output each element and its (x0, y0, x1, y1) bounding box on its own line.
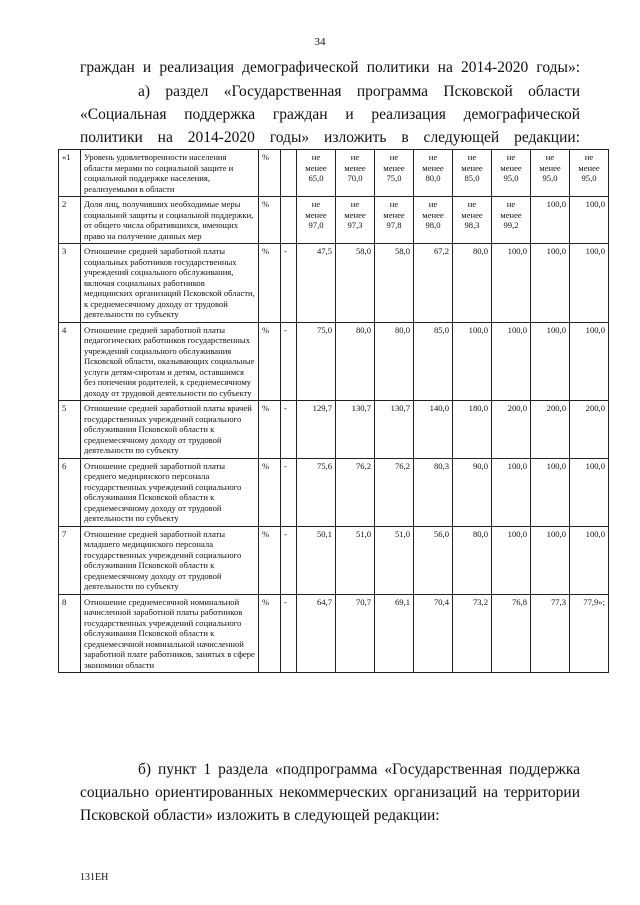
year-value-cell: 90,0 (453, 458, 492, 526)
year-value-cell: не менее 97,8 (375, 197, 414, 244)
indicator-description: Отношение среднемесячной номинальной начисленной заработной платы работников государственных учреждений социального обслуживания Псковской области к среднемесячной номинальной начисленной заработной плате работников, занятых в сфере экономики области (81, 594, 259, 673)
unit-cell: % (259, 401, 281, 459)
year-value-cell: 80,0 (336, 322, 375, 401)
year-value-cell: 69,1 (375, 594, 414, 673)
year-value-cell: 100,0 (570, 458, 609, 526)
year-value-cell: 130,7 (336, 401, 375, 459)
paragraph-b (80, 758, 580, 827)
year-value-cell: 100,0 (531, 244, 570, 323)
year-value-cell: не менее 99,2 (492, 197, 531, 244)
indicators-table (58, 149, 609, 673)
year-value-cell: 130,7 (375, 401, 414, 459)
row-number: 8 (59, 594, 81, 673)
year-value-cell: 75,6 (297, 458, 336, 526)
table-row (59, 401, 609, 459)
table-row (59, 322, 609, 401)
year-value-cell: 80,0 (453, 244, 492, 323)
year-value-cell: 77,9»; (570, 594, 609, 673)
year-value-cell: 200,0 (531, 401, 570, 459)
year-value-cell: 56,0 (414, 526, 453, 594)
indicator-description: Отношение средней заработной платы среднего медицинского персонала государственных учреждений социального обслуживания Псковской области к среднемесячному доходу от трудовой деятельности по субъекту (81, 458, 259, 526)
base-value-cell (281, 197, 297, 244)
year-value-cell: не менее 95,0 (531, 150, 570, 197)
paragraph-b-line-1: б) пункт 1 раздела «подпрограмма «Государственная поддержка (138, 761, 580, 778)
paragraph-intro (80, 56, 580, 79)
indicator-description: Отношение средней заработной платы педагогических работников государственных учреждений социального обслуживания Псковской области, оказывающих социальные услуги детям-сиротам и детям, оставшимся без попечения родителей, к среднемесячному доходу от трудовой деятельности по субъекту (81, 322, 259, 401)
table-row (59, 526, 609, 594)
unit-cell: % (259, 244, 281, 323)
row-number: 7 (59, 526, 81, 594)
year-value-cell: 140,0 (414, 401, 453, 459)
year-value-cell: 76,2 (336, 458, 375, 526)
margin-mark (434, 0, 640, 14)
indicator-description: Отношение средней заработной платы врачей государственных учреждений социального обслуживания Псковской области к среднемесячному доходу от трудовой деятельности по субъекту (81, 401, 259, 459)
row-number: 3 (59, 244, 81, 323)
year-value-cell: 51,0 (336, 526, 375, 594)
base-value-cell: - (281, 322, 297, 401)
year-value-cell: 80,3 (414, 458, 453, 526)
year-value-cell: 70,4 (414, 594, 453, 673)
row-number: 4 (59, 322, 81, 401)
indicator-description: Доля лиц, получивших необходимые меры социальной защиты и социальной поддержки, от общего числа обратившихся, имеющих право на получение данных мер (81, 197, 259, 244)
table-row (59, 150, 609, 197)
year-value-cell: 80,0 (375, 322, 414, 401)
year-value-cell: 58,0 (336, 244, 375, 323)
base-value-cell: - (281, 401, 297, 459)
year-value-cell: не менее 95,0 (570, 150, 609, 197)
year-value-cell: 70,7 (336, 594, 375, 673)
table-row (59, 244, 609, 323)
base-value-cell: - (281, 458, 297, 526)
year-value-cell: не менее 98,3 (453, 197, 492, 244)
table-row (59, 197, 609, 244)
base-value-cell: - (281, 594, 297, 673)
year-value-cell: не менее 65,0 (297, 150, 336, 197)
table-row (59, 458, 609, 526)
year-value-cell: 85,0 (414, 322, 453, 401)
year-value-cell: не менее 70,0 (336, 150, 375, 197)
year-value-cell: 100,0 (531, 197, 570, 244)
base-value-cell (281, 150, 297, 197)
unit-cell: % (259, 594, 281, 673)
year-value-cell: не менее 97,0 (297, 197, 336, 244)
year-value-cell: 75,0 (297, 322, 336, 401)
year-value-cell: 100,0 (531, 322, 570, 401)
indicator-description: Уровень удовлетворенности населения области мерами по социальной защите и социальной поддержке населения, реализуемыми в области (81, 150, 259, 197)
paragraph-intro-text: граждан и реализация демографической политики на 2014-2020 годы»: (80, 59, 580, 76)
year-value-cell: 200,0 (570, 401, 609, 459)
year-value-cell: 58,0 (375, 244, 414, 323)
table-row (59, 594, 609, 673)
paragraph-a-line-2: «Социальная поддержка граждан и реализация демографической (80, 106, 580, 123)
year-value-cell: не менее 98,0 (414, 197, 453, 244)
year-value-cell: 180,0 (453, 401, 492, 459)
year-value-cell: 80,0 (453, 526, 492, 594)
paragraph-a (80, 80, 580, 149)
paragraph-b-line-3: Псковской области» изложить в следующей редакции: (80, 807, 440, 824)
table-body (59, 150, 609, 673)
year-value-cell: не менее 75,0 (375, 150, 414, 197)
row-number: «1 (59, 150, 81, 197)
paragraph-a-line-1: а) раздел «Государственная программа Псковской области (138, 83, 580, 100)
base-value-cell: - (281, 526, 297, 594)
year-value-cell: 76,2 (375, 458, 414, 526)
indicator-description: Отношение средней заработной платы социальных работников государственных учреждений социального обслуживания, включая социальных работников медицинских организаций Псковской области, к среднемесячному доходу от трудовой деятельности по субъекту (81, 244, 259, 323)
year-value-cell: 100,0 (492, 322, 531, 401)
year-value-cell: 51,0 (375, 526, 414, 594)
paragraph-a-line-3: политики на 2014-2020 годы» изложить в следующей редакции: (80, 129, 580, 146)
year-value-cell: 67,2 (414, 244, 453, 323)
year-value-cell: 100,0 (570, 244, 609, 323)
row-number: 5 (59, 401, 81, 459)
year-value-cell: 200,0 (492, 401, 531, 459)
page-number: 34 (314, 36, 326, 48)
base-value-cell: - (281, 244, 297, 323)
year-value-cell: 100,0 (453, 322, 492, 401)
year-value-cell: 64,7 (297, 594, 336, 673)
year-value-cell: 76,8 (492, 594, 531, 673)
indicator-description: Отношение средней заработной платы младшего медицинского персонала государственных учреждений социального обслуживания Псковской области к среднемесячному доходу от трудовой деятельности по субъекту (81, 526, 259, 594)
row-number: 6 (59, 458, 81, 526)
year-value-cell: 73,2 (453, 594, 492, 673)
unit-cell: % (259, 526, 281, 594)
unit-cell: % (259, 458, 281, 526)
year-value-cell: 50,1 (297, 526, 336, 594)
year-value-cell: 100,0 (570, 526, 609, 594)
year-value-cell: не менее 97,3 (336, 197, 375, 244)
unit-cell: % (259, 197, 281, 244)
year-value-cell: 100,0 (531, 526, 570, 594)
year-value-cell: 100,0 (492, 526, 531, 594)
year-value-cell: 100,0 (570, 197, 609, 244)
year-value-cell: 129,7 (297, 401, 336, 459)
year-value-cell: не менее 85,0 (453, 150, 492, 197)
unit-cell: % (259, 150, 281, 197)
year-value-cell: не менее 95,0 (492, 150, 531, 197)
row-number: 2 (59, 197, 81, 244)
paragraph-b-line-2: социально ориентированных некоммерческих организаций на территории (80, 784, 580, 801)
year-value-cell: 100,0 (492, 244, 531, 323)
year-value-cell: 100,0 (531, 458, 570, 526)
year-value-cell: не менее 80,0 (414, 150, 453, 197)
unit-cell: % (259, 322, 281, 401)
year-value-cell: 100,0 (492, 458, 531, 526)
footer-code: 131ЕН (80, 872, 109, 883)
year-value-cell: 47,5 (297, 244, 336, 323)
year-value-cell: 77,3 (531, 594, 570, 673)
year-value-cell: 100,0 (570, 322, 609, 401)
